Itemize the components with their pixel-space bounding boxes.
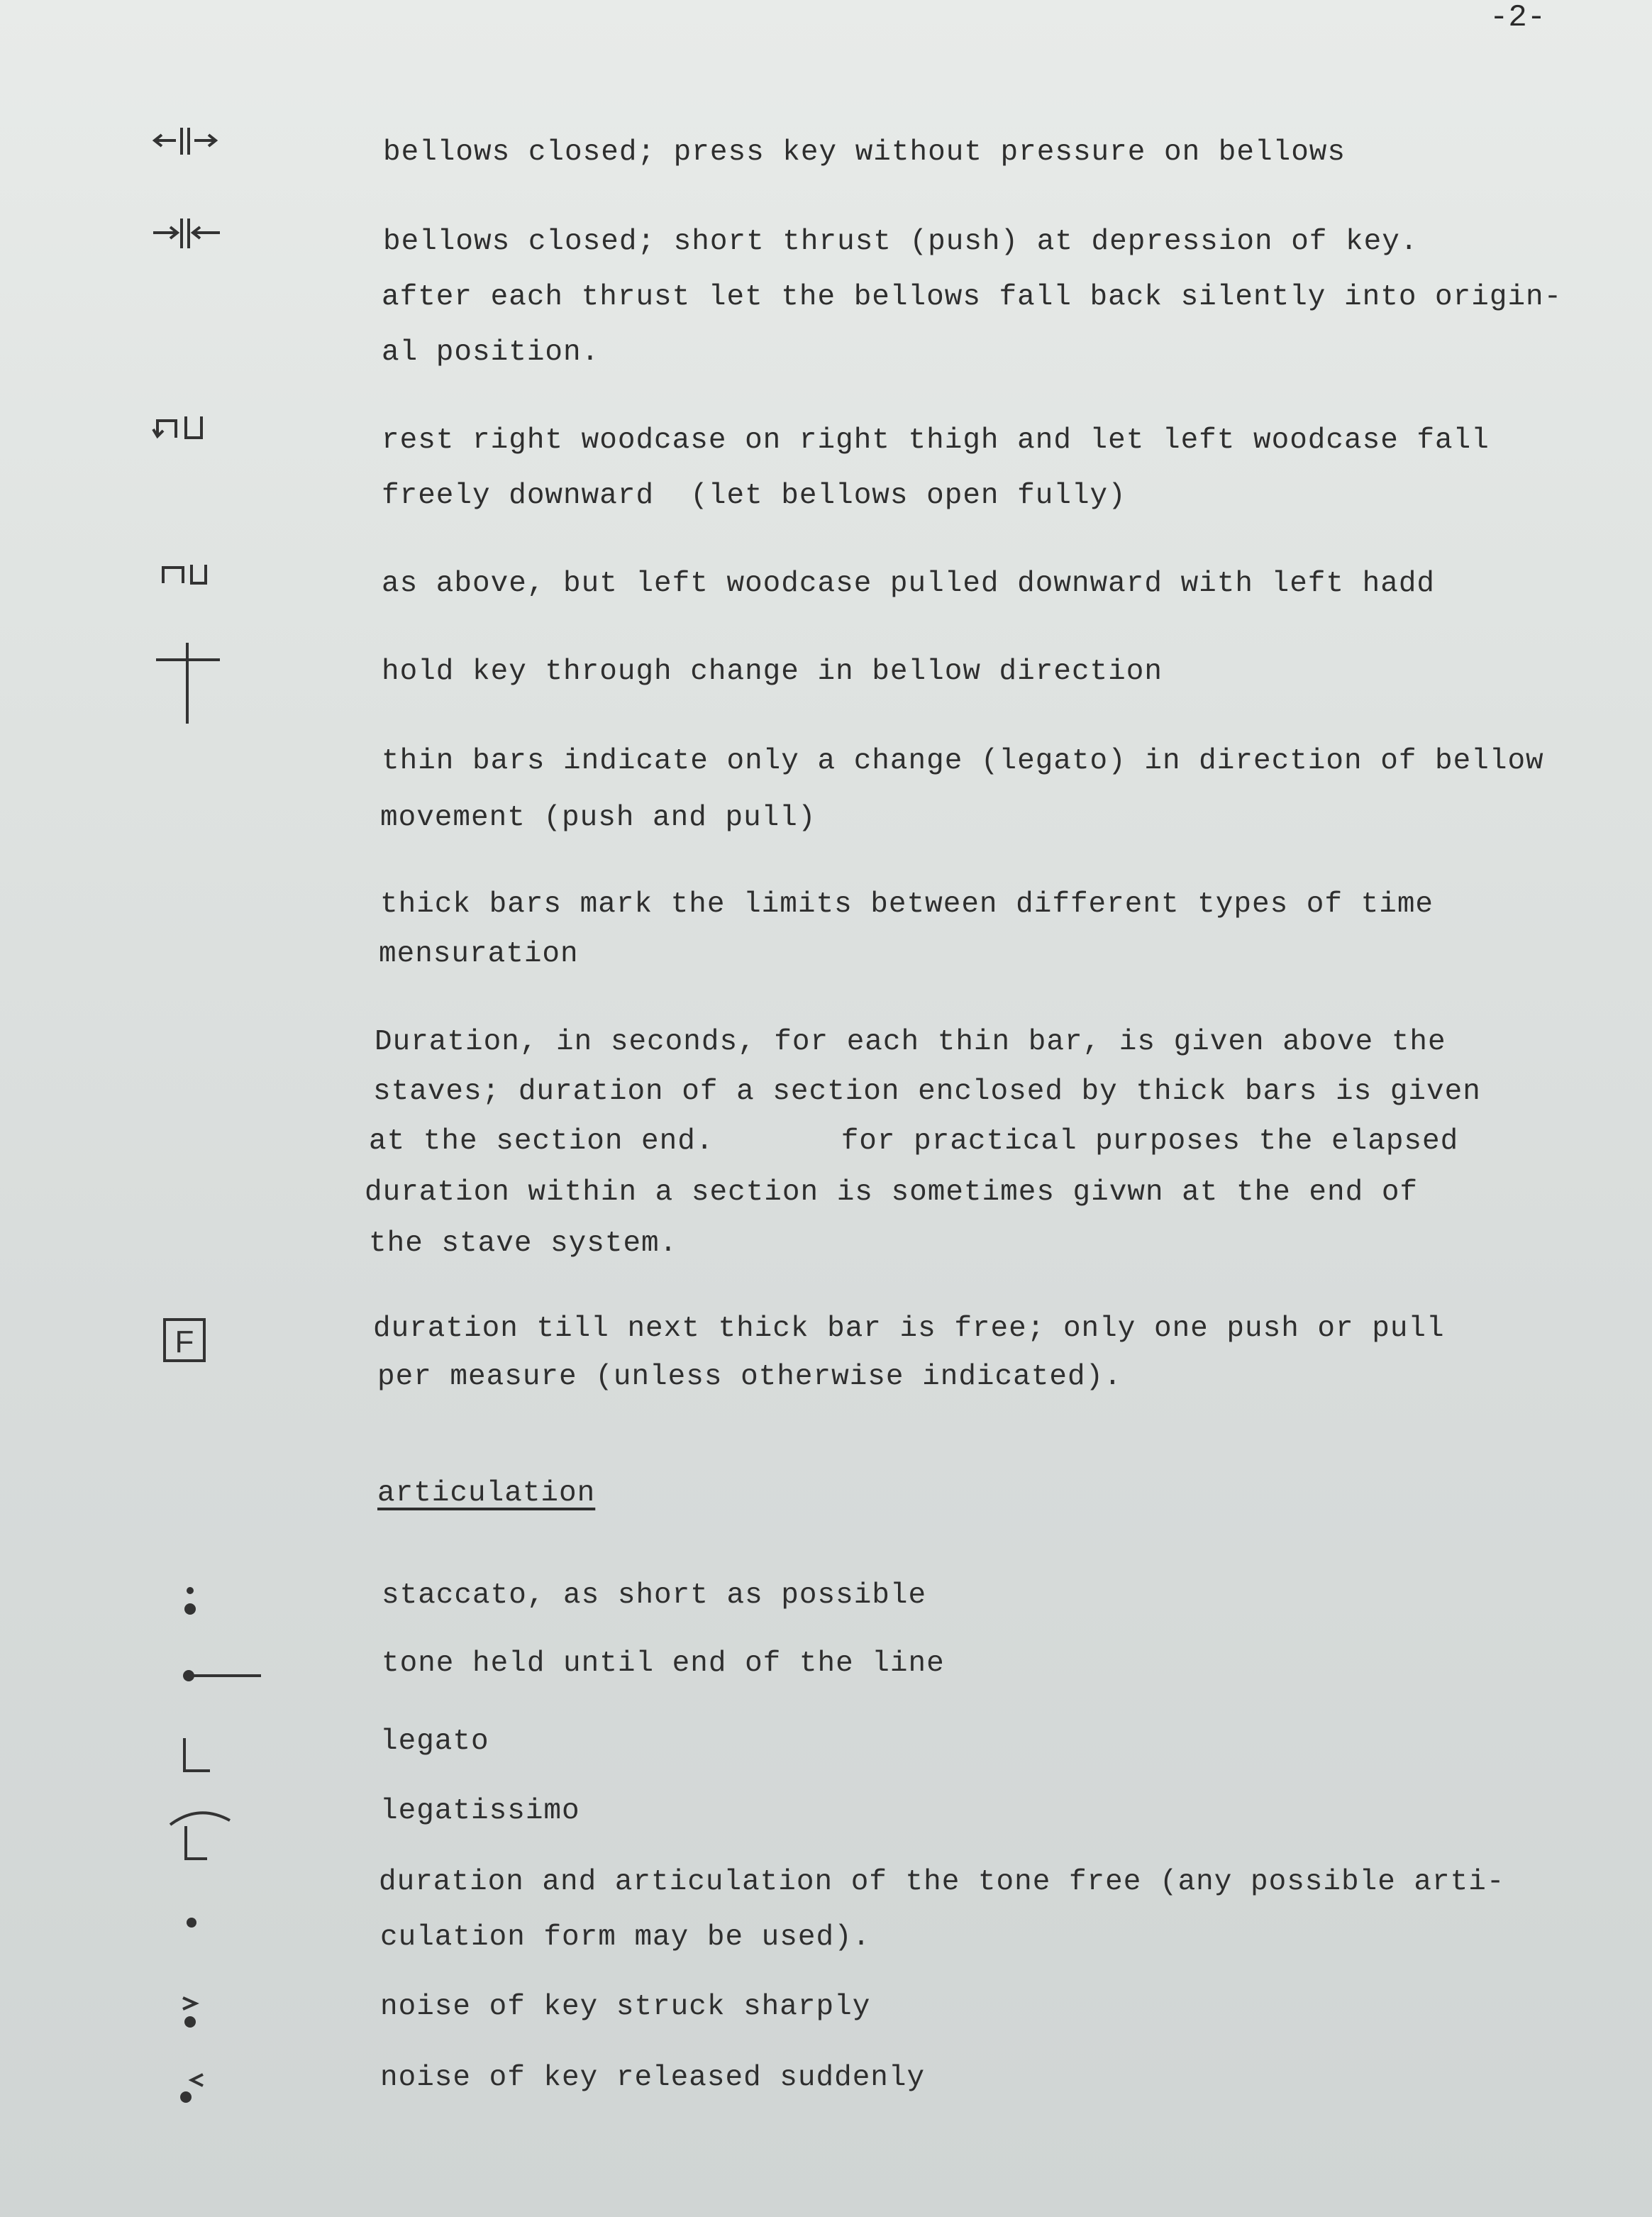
articulation-item-free-line-1: culation form may be used).: [380, 1921, 871, 1954]
bellows-closed-press-icon: [142, 99, 241, 184]
legend-4-line-0: hold key through change in bellow direction: [382, 656, 1163, 688]
key-released-icon: [142, 2043, 241, 2128]
legend-6-line-1: mensuration: [379, 938, 579, 971]
hold-key-icon: [142, 631, 241, 717]
legend-1-line-1: after each thrust let the bellows fall back silently into origin-: [382, 281, 1563, 314]
legend-7-line-2: at the section end. for practical purposes the elapsed: [369, 1125, 1459, 1158]
legend-7-line-3: duration within a section is sometimes givwn at the end of: [365, 1176, 1419, 1209]
tenuto-line-icon: [142, 1632, 241, 1717]
articulation-item-legatissimo: legatissimo: [380, 1795, 580, 1828]
articulation-item-key-released: noise of key released suddenly: [380, 2062, 926, 2094]
free-articulation-dot-icon: [142, 1880, 241, 1965]
articulation-item-tenuto: tone held until end of the line: [382, 1647, 945, 1680]
legend-7-line-4: the stave system.: [369, 1227, 678, 1260]
legend-6-line-0: thick bars mark the limits between different types of time: [380, 888, 1434, 921]
page-number: -2-: [1490, 0, 1546, 35]
legend-3-line-0: as above, but left woodcase pulled downward with left hadd: [382, 568, 1436, 600]
articulation-item-free-line-0: duration and articulation of the tone free (any possible arti-: [379, 1866, 1505, 1898]
legato-icon: [142, 1710, 241, 1795]
woodcase-pull-icon: [142, 532, 241, 617]
svg-text:F: F: [174, 1325, 194, 1359]
woodcase-fall-icon: [142, 387, 241, 472]
legend-5-line-1: movement (push and pull): [380, 802, 816, 834]
free-duration-icon: [142, 1298, 241, 1383]
legend-1-line-0: bellows closed; short thrust (push) at depression of key.: [383, 226, 1419, 258]
legatissimo-icon: [142, 1788, 241, 1873]
legend-0-line-0: bellows closed; press key without pressure on bellows: [383, 136, 1346, 169]
legend-8-line-0: duration till next thick bar is free; only one push or pull: [373, 1312, 1445, 1345]
legend-2-line-0: rest right woodcase on right thigh and let left woodcase fall: [382, 424, 1490, 457]
legend-7-line-1: staves; duration of a section enclosed by thick bars is given: [373, 1076, 1481, 1108]
articulation-item-key-struck: noise of key struck sharply: [380, 1991, 871, 2023]
legend-7-line-0: Duration, in seconds, for each thin bar, is given above the: [375, 1026, 1446, 1058]
articulation-item-legato: legato: [380, 1725, 489, 1758]
bellows-closed-thrust-icon: [142, 192, 241, 277]
legend-8-line-1: per measure (unless otherwise indicated).: [377, 1361, 1122, 1393]
articulation-heading: articulation: [377, 1477, 596, 1510]
legend-1-line-2: al position.: [382, 336, 600, 369]
legend-2-line-1: freely downward (let bellows open fully): [382, 480, 1126, 512]
legend-5-line-0: thin bars indicate only a change (legato) in direction of bellow: [382, 745, 1544, 778]
articulation-item-staccato: staccato, as short as possible: [382, 1579, 927, 1612]
